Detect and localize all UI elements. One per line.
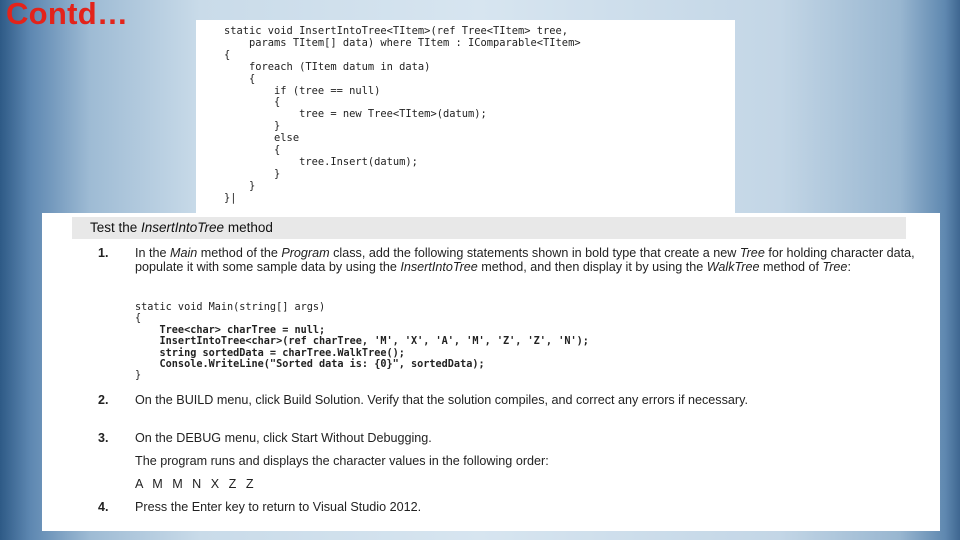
step-number: 2.	[98, 393, 109, 407]
sorted-output: A M M N X Z Z	[135, 477, 257, 491]
insert-into-tree-code: static void InsertIntoTree<TItem>(ref Tree<TItem> tree, params TItem[] data) where TItem : IComparable<TItem> { foreach (TItem datum in data) { if (tree == null) { tree = new Tree<TItem>(datum); } else { tree.Insert(datum); } } }|	[224, 25, 581, 204]
step-number: 1.	[98, 246, 109, 260]
slide-title: Contd…	[6, 0, 129, 31]
step-4-text: Press the Enter key to return to Visual Studio 2012.	[135, 500, 422, 514]
instructions-panel	[42, 213, 940, 531]
step-number: 4.	[98, 500, 109, 514]
step-number: 3.	[98, 431, 109, 445]
main-method-code: static void Main(string[] args) { Tree<char> charTree = null; InsertIntoTree<char>(ref charTree, 'M', 'X', 'A', 'M', 'Z', 'Z', 'N'); string sortedData = charTree.WalkTree(); Console.WriteLine("Sorted data is: {0}", sortedData); }	[135, 302, 589, 382]
step-3-text: On the DEBUG menu, click Start Without Debugging.	[135, 431, 432, 445]
section-heading: Test the InsertIntoTree method	[72, 217, 906, 239]
step-1-text: In the Main method of the Program class, add the following statements shown in bold type that create a new Tree for holding character data, populate it with some sample data by using the InsertIntoTree method, and then display it by using the WalkTree method of Tree:	[135, 246, 915, 275]
step-2-text: On the BUILD menu, click Build Solution. Verify that the solution compiles, and correct any errors if necessary.	[135, 393, 748, 407]
code-snippet-panel	[196, 20, 735, 216]
step-3-note: The program runs and displays the character values in the following order:	[135, 454, 549, 468]
